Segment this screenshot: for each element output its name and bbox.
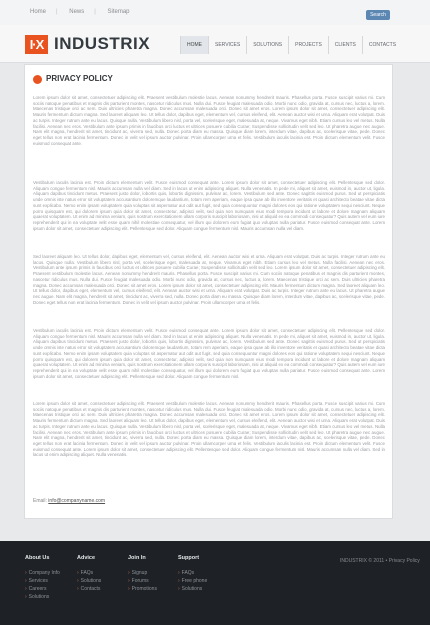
top-nav-sitemap[interactable]: Sitemap bbox=[107, 9, 130, 15]
footer-heading: Support bbox=[178, 555, 200, 561]
footer-link[interactable]: › Solutions bbox=[178, 585, 207, 593]
logo-text[interactable]: INDUSTRIX bbox=[54, 34, 151, 53]
footer-link[interactable]: › Company Info bbox=[25, 569, 60, 577]
header bbox=[0, 25, 430, 63]
policy-paragraph: Vestibulum iaculis lacinia est. Proin dictum elementum velit. Fusce euismod consequat ante. Lorem ipsum dolor sit amet, consectetuer adipiscing elit. Pellentesque sed dolor. Aliquam congue fermentum nisl. Mauris accumsan nulla vel diam. Sed in lacus ut enim adipiscing aliquet. Nulla venenatis. In pede mi, aliquet sit amet, euismod in, auctor ut, ligula. Aliquam dapibus tincidunt metus. Praesent justo dolor, lobortis quis, lobortis dignissim, pulvinar ac, lorem. Vestibulum sed ante. Donec sagittis euismod purus. Sed ut perspiciatis unde omnis iste natus error sit voluptatem accusantium doloremque laudantium, totam rem aperiam, eaque ipsa quae ab illo inventore veritatis et quasi architecto beatae vitae dicta sunt explicabo. Nemo enim ipsam voluptatem quia voluptas sit aspernatur aut odit aut fugit, sed quia consequuntur magni dolores eos qui ratione voluptatem sequi nesciunt. Neque porro quisquam est, qui dolorem ipsum quia dolor sit amet, consectetur, adipisci velit, sed quia non numquam eius modi tempora incidunt ut labore et dolore magnam aliquam quaerat voluptatem. Ut enim ad minima veniam, quis nostrum exercitationem ullam corporis suscipit laboriosam, nisi ut aliquid ex ea commodi consequatur? Quis autem vel eum iure reprehenderit qui in ea voluptate velit esse quam nihil molestiae consequatur, vel illum qui dolorem eum fugiat quo voluptas nulla pariatur. Fusce euismod consequat ante. Lorem ipsum dolor sit amet, consectetuer adipiscing elit. Pellentesque sed dolor. Aliquam congue fermentum nisl. Mauris accumsan nulla vel diam. bbox=[33, 180, 385, 231]
top-nav-home[interactable]: Home bbox=[30, 9, 47, 15]
footer-link[interactable]: › FAQs bbox=[77, 569, 101, 577]
footer-column-advice bbox=[77, 555, 101, 593]
content-panel bbox=[24, 64, 393, 519]
footer-link[interactable]: › Solutions bbox=[25, 593, 60, 601]
top-nav-separator: | bbox=[94, 9, 96, 15]
top-nav-separator: | bbox=[56, 9, 58, 15]
footer-link[interactable]: › Careers bbox=[25, 585, 60, 593]
nav-home[interactable]: HOME bbox=[180, 36, 208, 54]
footer-heading: Join In bbox=[128, 555, 146, 561]
footer-link[interactable]: › Free phone bbox=[178, 577, 207, 585]
email-label: Email: bbox=[33, 498, 47, 504]
top-nav-news[interactable]: News bbox=[69, 9, 85, 15]
nav-services[interactable]: SERVICES bbox=[208, 36, 246, 54]
policy-paragraph: Vestibulum iaculis lacinia est. Proin dictum elementum velit. Fusce euismod consequat ante. Lorem ipsum dolor sit amet, consectetuer adipiscing elit. Pellentesque sed dolor. Aliquam congue fermentum nisl. Mauris accumsan nulla vel diam. Sed in lacus ut enim adipiscing aliquet. Nulla venenatis. In pede mi, aliquet sit amet, euismod in, auctor ut, ligula. Aliquam dapibus tincidunt metus. Praesent justo dolor, lobortis quis, lobortis dignissim, pulvinar ac, lorem. Vestibulum sed ante. Donec sagittis euismod purus. Sed ut perspiciatis unde omnis iste natus error sit voluptatem accusantium doloremque laudantium, totam rem aperiam, eaque ipsa quae ab illo inventore veritatis et quasi architecto beatae vitae dicta sunt explicabo. Nemo enim ipsam voluptatem quia voluptas sit aspernatur aut odit aut fugit, sed quia consequuntur magni dolores eos qui ratione voluptatem sequi nesciunt. Neque porro quisquam est, qui dolorem ipsum quia dolor sit amet, consectetur, adipisci velit, sed quia non numquam eius modi tempora incidunt ut labore et dolore magnam aliquam quaerat voluptatem. Ut enim ad minima veniam, quis nostrum exercitationem ullam corporis suscipit laboriosam, nisi ut aliquid ex ea commodi consequatur? Quis autem vel eum iure reprehenderit qui in ea voluptate velit esse quam nihil molestiae consequatur, vel illum qui dolorem eum fugiat quo voluptas nulla pariatur. Fusce euismod consequat ante. Lorem ipsum dolor sit amet, consectetuer adipiscing elit. Pellentesque sed dolor. Aliquam congue fermentum nisl. bbox=[33, 328, 385, 379]
main-nav bbox=[180, 36, 402, 56]
footer-link[interactable]: › Contacts bbox=[77, 585, 101, 593]
footer-link[interactable]: › FAQs bbox=[178, 569, 207, 577]
footer-link[interactable]: › Services bbox=[25, 577, 60, 585]
policy-paragraph: Lorem ipsum dolor sit amet, consectetuer adipiscing elit. Praesent vestibulum molestie lacus. Aenean nonummy hendrerit mauris. Phasellus porta. Fusce suscipit varius mi. Cum sociis natoque penatibus et magnis dis parturient montes, nascetur ridiculus mus. Nulla dui. Fusce feugiat malesuada odio. Morbi nunc odio, gravida at, cursus nec, luctus a, lorem. Maecenas tristique orci ac sem. Duis ultricies pharetra magna. Donec accumsan malesuada orci. Donec sit amet eros. Lorem ipsum dolor sit amet, consectetuer adipiscing elit. Mauris fermentum dictum magna. Sed laoreet aliquam leo. Ut tellus dolor, dapibus eget, elementum vel, cursus eleifend, elit. Aenean auctor wisi et urna. Aliquam erat volutpat. Duis ac turpis. Integer rutrum ante eu lacus. Quisque nulla. Vestibulum libero nisl, porta vel, scelerisque eget, malesuada at, neque. Vivamus eget nibh. Etiam cursus leo vel metus. Nulla facilisi. Aenean nec eros. Vestibulum ante ipsum primis in faucibus orci luctus et ultrices posuere cubilia Curae; Suspendisse sollicitudin velit sed leo. Ut pharetra augue nec augue. Nam elit magna, hendrerit sit amet, tincidunt ac, viverra sed, nulla. Donec porta diam eu massa. Quisque diam lorem, interdum vitae, dapibus ac, scelerisque vitae, pede. Donec eget tellus non erat lacinia fermentum. Donec in velit vel ipsum auctor pulvinar. Proin ullamcorper urna et felis. Vestibulum iaculis lacinia est. Proin dictum elementum velit. Fusce euismod consequat ante. bbox=[33, 95, 385, 146]
footer-column-support bbox=[178, 555, 207, 593]
footer-heading: Advice bbox=[77, 555, 96, 561]
page-title: PRIVACY POLICY bbox=[46, 74, 113, 83]
footer-link[interactable]: › Forums bbox=[128, 577, 157, 585]
footer-column-about bbox=[25, 555, 60, 601]
search-button[interactable]: Search bbox=[366, 10, 390, 20]
email-line bbox=[33, 498, 105, 504]
copyright: INDUSTRIX © 2011 • Privacy Policy bbox=[340, 558, 420, 564]
policy-paragraph: Lorem ipsum dolor sit amet, consectetuer adipiscing elit. Praesent vestibulum molestie lacus. Aenean nonummy hendrerit mauris. Phasellus porta. Fusce suscipit varius mi. Cum sociis natoque penatibus et magnis dis parturient montes, nascetur ridiculus mus. Nulla dui. Fusce feugiat malesuada odio. Morbi nunc odio, gravida at, cursus nec, luctus a, lorem. Maecenas tristique orci ac sem. Duis ultricies pharetra magna. Donec accumsan malesuada orci. Donec sit amet eros. Lorem ipsum dolor sit amet, consectetuer adipiscing elit. Mauris fermentum dictum magna. Sed laoreet aliquam leo. Ut tellus dolor, dapibus eget, elementum vel, cursus eleifend, elit. Aenean auctor wisi et urna. Aliquam erat volutpat. Duis ac turpis. Integer rutrum ante eu lacus. Quisque nulla. Vestibulum libero nisl, porta vel, scelerisque eget, malesuada at, neque. Vivamus eget nibh. Etiam cursus leo vel metus. Nulla facilisi. Aenean nec eros. Vestibulum ante ipsum primis in faucibus orci luctus et ultrices posuere cubilia Curae; Suspendisse sollicitudin velit sed leo. Ut pharetra augue nec augue. Nam elit magna, hendrerit sit amet, tincidunt ac, viverra sed, nulla. Donec porta diam eu massa. Quisque diam lorem, interdum vitae, dapibus ac, scelerisque vitae, pede. Donec eget tellus non erat lacinia fermentum. Donec in velit vel ipsum auctor pulvinar. Proin ullamcorper urna et felis. Vestibulum iaculis lacinia est. Proin dictum elementum velit. Fusce euismod consequat ante. Lorem ipsum dolor sit amet, consectetuer adipiscing elit. Pellentesque sed dolor. Aliquam congue fermentum nisl. Mauris accumsan nulla vel diam. Sed in lacus ut enim adipiscing aliquet. Nulla venenatis. bbox=[33, 401, 385, 458]
footer-link[interactable]: › Signup bbox=[128, 569, 157, 577]
bullet-icon bbox=[33, 75, 42, 84]
nav-solutions[interactable]: SOLUTIONS bbox=[246, 36, 288, 54]
email-link[interactable]: info@companyname.com bbox=[48, 498, 106, 504]
footer-heading: About Us bbox=[25, 555, 50, 561]
logo-icon[interactable]: I·X bbox=[25, 35, 48, 54]
footer bbox=[0, 541, 430, 625]
nav-projects[interactable]: PROJECTS bbox=[288, 36, 328, 54]
top-nav bbox=[30, 9, 140, 15]
footer-link[interactable]: › Solutions bbox=[77, 577, 101, 585]
footer-column-join bbox=[128, 555, 157, 593]
footer-link[interactable]: › Promotions bbox=[128, 585, 157, 593]
nav-contacts[interactable]: CONTACTS bbox=[362, 36, 402, 54]
policy-paragraph: Sed laoreet aliquam leo. Ut tellus dolor, dapibus eget, elementum vel, cursus eleifend, elit. Aenean auctor wisi et urna. Aliquam erat volutpat. Duis ac turpis. Integer rutrum ante eu lacus. Quisque nulla. Vestibulum libero nisl, porta vel, scelerisque eget, malesuada at, neque. Vivamus eget nibh. Etiam cursus leo vel metus. Nulla facilisi. Aenean nec eros. Vestibulum ante ipsum primis in faucibus orci luctus et ultrices posuere cubilia Curae; Suspendisse sollicitudin velit sed leo. Lorem ipsum dolor sit amet, consectetuer adipiscing elit. Praesent vestibulum molestie lacus. Aenean nonummy hendrerit mauris. Phasellus porta. Fusce suscipit varius mi. Cum sociis natoque penatibus et magnis dis parturient montes, nascetur ridiculus mus. Nulla dui. Fusce feugiat malesuada odio. Morbi nunc odio, gravida at, cursus nec, luctus a, lorem. Maecenas tristique orci ac sem. Duis ultricies pharetra magna. Donec accumsan malesuada orci. Donec sit amet eros. Lorem ipsum dolor sit amet, consectetuer adipiscing elit. Mauris fermentum dictum magna. Sed laoreet aliquam leo. Ut tellus dolor, dapibus eget, elementum vel, cursus eleifend, elit. Aenean auctor wisi et urna. Aliquam erat volutpat. Duis ac turpis. Integer rutrum ante eu lacus. Ut pharetra augue nec augue. Nam elit magna, hendrerit sit amet, tincidunt ac, viverra sed, nulla. Donec porta diam eu massa. Quisque diam lorem, interdum vitae, dapibus ac, scelerisque vitae, pede. Donec eget tellus non erat lacinia fermentum. Donec in velit vel ipsum auctor pulvinar. Proin ullamcorper urna et felis. bbox=[33, 254, 385, 305]
top-bar bbox=[0, 0, 430, 26]
nav-clients[interactable]: CLIENTS bbox=[328, 36, 362, 54]
